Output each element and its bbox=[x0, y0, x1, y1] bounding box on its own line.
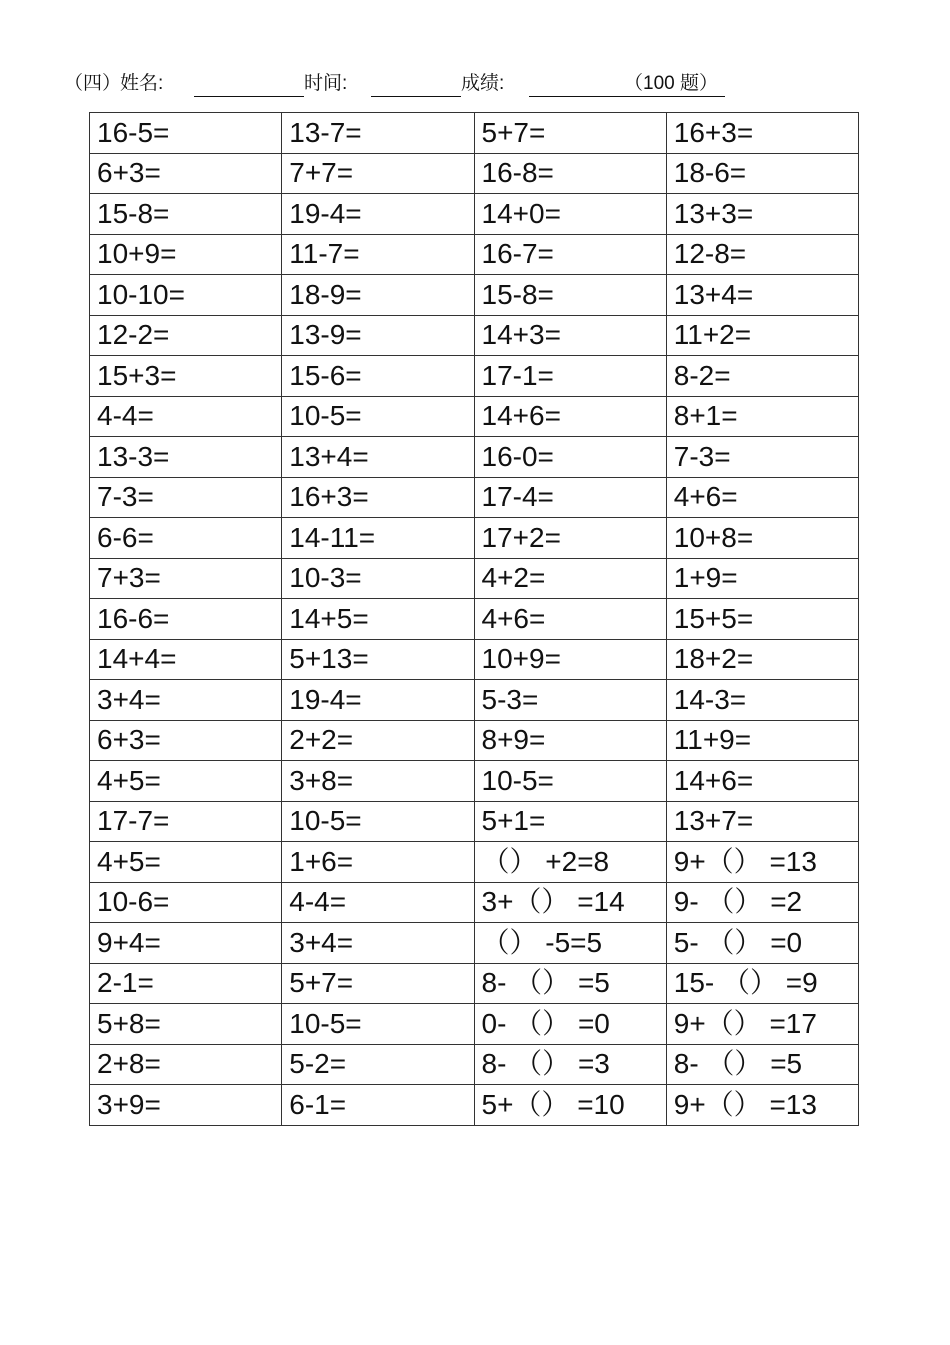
problem-cell: 9+（） =17 bbox=[666, 1004, 858, 1045]
problem-cell: 19-4= bbox=[282, 680, 474, 721]
problem-cell: 3+（） =14 bbox=[474, 882, 666, 923]
problem-cell: 10+9= bbox=[90, 234, 282, 275]
problem-cell: 11+2= bbox=[666, 315, 858, 356]
problem-cell: 15-8= bbox=[90, 194, 282, 235]
problem-cell: 10-3= bbox=[282, 558, 474, 599]
problem-row bbox=[90, 1085, 859, 1126]
problem-cell: 2+2= bbox=[282, 720, 474, 761]
problem-row bbox=[90, 842, 859, 883]
problem-cell: 12-8= bbox=[666, 234, 858, 275]
problem-cell: 7+3= bbox=[90, 558, 282, 599]
problem-cell: 10+8= bbox=[666, 518, 858, 559]
problem-cell: 3+4= bbox=[282, 923, 474, 964]
problem-row bbox=[90, 1044, 859, 1085]
problem-cell: 15+5= bbox=[666, 599, 858, 640]
problem-cell: 16+3= bbox=[666, 113, 858, 154]
problem-cell: 10-5= bbox=[282, 801, 474, 842]
problem-cell: 9+（） =13 bbox=[666, 842, 858, 883]
problem-cell: 6-1= bbox=[282, 1085, 474, 1126]
problem-cell: 10-6= bbox=[90, 882, 282, 923]
problem-cell: 8- （） =5 bbox=[666, 1044, 858, 1085]
problem-row bbox=[90, 518, 859, 559]
problem-cell: 12-2= bbox=[90, 315, 282, 356]
problem-row bbox=[90, 882, 859, 923]
arithmetic-problem-table bbox=[89, 112, 859, 1126]
problem-cell: 15-6= bbox=[282, 356, 474, 397]
name-blank[interactable] bbox=[194, 96, 304, 97]
problem-cell: 17-7= bbox=[90, 801, 282, 842]
problem-cell: 7-3= bbox=[90, 477, 282, 518]
problem-cell: 2-1= bbox=[90, 963, 282, 1004]
question-count-label: （100 题） bbox=[624, 73, 718, 94]
problem-cell: 10+9= bbox=[474, 639, 666, 680]
problem-cell: 8-2= bbox=[666, 356, 858, 397]
problem-row bbox=[90, 315, 859, 356]
problem-cell: 14+0= bbox=[474, 194, 666, 235]
problem-row bbox=[90, 234, 859, 275]
problem-cell: 15-8= bbox=[474, 275, 666, 316]
problem-row bbox=[90, 801, 859, 842]
problem-row bbox=[90, 113, 859, 154]
problem-cell: 10-5= bbox=[282, 396, 474, 437]
section-number: （四） bbox=[64, 73, 122, 94]
problem-cell: 16-5= bbox=[90, 113, 282, 154]
problem-cell: 6-6= bbox=[90, 518, 282, 559]
problem-cell: 18+2= bbox=[666, 639, 858, 680]
problem-cell: 1+9= bbox=[666, 558, 858, 599]
problem-cell: 13+4= bbox=[282, 437, 474, 478]
problem-cell: 4+6= bbox=[666, 477, 858, 518]
problem-cell: 2+8= bbox=[90, 1044, 282, 1085]
score-label: 成绩: bbox=[461, 73, 505, 94]
problem-cell: 3+8= bbox=[282, 761, 474, 802]
problem-cell: 13+7= bbox=[666, 801, 858, 842]
problem-cell: 11+9= bbox=[666, 720, 858, 761]
problem-row bbox=[90, 356, 859, 397]
problem-row bbox=[90, 599, 859, 640]
problem-row bbox=[90, 720, 859, 761]
problem-cell: 16-6= bbox=[90, 599, 282, 640]
problem-cell: 5-3= bbox=[474, 680, 666, 721]
problem-cell: 5+7= bbox=[282, 963, 474, 1004]
problem-cell: 16-7= bbox=[474, 234, 666, 275]
problem-cell: 5+7= bbox=[474, 113, 666, 154]
problem-cell: 14-11= bbox=[282, 518, 474, 559]
problem-cell: 5- （） =0 bbox=[666, 923, 858, 964]
problem-cell: 6+3= bbox=[90, 153, 282, 194]
problem-table-body bbox=[90, 113, 859, 1126]
problem-cell: 16-8= bbox=[474, 153, 666, 194]
problem-cell: 11-7= bbox=[282, 234, 474, 275]
problem-cell: 13-3= bbox=[90, 437, 282, 478]
problem-row bbox=[90, 963, 859, 1004]
problem-row bbox=[90, 194, 859, 235]
problem-cell: 10-5= bbox=[474, 761, 666, 802]
problem-cell: 15- （） =9 bbox=[666, 963, 858, 1004]
problem-cell: 14+6= bbox=[474, 396, 666, 437]
problem-cell: 18-6= bbox=[666, 153, 858, 194]
problem-cell: （） +2=8 bbox=[474, 842, 666, 883]
problem-cell: 16-0= bbox=[474, 437, 666, 478]
problem-cell: 4+2= bbox=[474, 558, 666, 599]
problem-cell: 3+4= bbox=[90, 680, 282, 721]
problem-row bbox=[90, 761, 859, 802]
problem-row bbox=[90, 153, 859, 194]
problem-cell: 5+1= bbox=[474, 801, 666, 842]
problem-cell: 14-3= bbox=[666, 680, 858, 721]
problem-cell: 10-10= bbox=[90, 275, 282, 316]
problem-cell: 8+9= bbox=[474, 720, 666, 761]
problem-cell: 5+13= bbox=[282, 639, 474, 680]
problem-cell: 18-9= bbox=[282, 275, 474, 316]
problem-cell: 14+4= bbox=[90, 639, 282, 680]
problem-cell: 13-7= bbox=[282, 113, 474, 154]
problem-row bbox=[90, 275, 859, 316]
problem-cell: 1+6= bbox=[282, 842, 474, 883]
problem-cell: 0- （） =0 bbox=[474, 1004, 666, 1045]
problem-row bbox=[90, 639, 859, 680]
problem-cell: 14+6= bbox=[666, 761, 858, 802]
problem-row bbox=[90, 477, 859, 518]
problem-cell: 17+2= bbox=[474, 518, 666, 559]
problem-cell: 4+5= bbox=[90, 761, 282, 802]
problem-row bbox=[90, 680, 859, 721]
problem-cell: 5+（） =10 bbox=[474, 1085, 666, 1126]
name-label: 姓名: bbox=[120, 73, 164, 94]
problem-cell: 4-4= bbox=[90, 396, 282, 437]
problem-cell: 15+3= bbox=[90, 356, 282, 397]
problem-cell: 14+3= bbox=[474, 315, 666, 356]
problem-row bbox=[90, 396, 859, 437]
time-label: 时间: bbox=[304, 73, 348, 94]
problem-cell: 8- （） =3 bbox=[474, 1044, 666, 1085]
problem-cell: 3+9= bbox=[90, 1085, 282, 1126]
problem-cell: 5-2= bbox=[282, 1044, 474, 1085]
problem-row bbox=[90, 1004, 859, 1045]
problem-cell: 17-4= bbox=[474, 477, 666, 518]
problem-cell: 7+7= bbox=[282, 153, 474, 194]
problem-cell: 17-1= bbox=[474, 356, 666, 397]
problem-cell: 10-5= bbox=[282, 1004, 474, 1045]
problem-cell: 13+3= bbox=[666, 194, 858, 235]
problem-cell: 4-4= bbox=[282, 882, 474, 923]
problem-cell: 4+5= bbox=[90, 842, 282, 883]
problem-cell: 6+3= bbox=[90, 720, 282, 761]
problem-row bbox=[90, 923, 859, 964]
worksheet-header bbox=[64, 70, 764, 100]
problem-cell: 19-4= bbox=[282, 194, 474, 235]
problem-cell: 9- （） =2 bbox=[666, 882, 858, 923]
problem-cell: 9+4= bbox=[90, 923, 282, 964]
problem-row bbox=[90, 437, 859, 478]
problem-cell: 5+8= bbox=[90, 1004, 282, 1045]
problem-cell: 14+5= bbox=[282, 599, 474, 640]
problem-cell: （） -5=5 bbox=[474, 923, 666, 964]
problem-cell: 13+4= bbox=[666, 275, 858, 316]
problem-cell: 9+（） =13 bbox=[666, 1085, 858, 1126]
problem-cell: 8- （） =5 bbox=[474, 963, 666, 1004]
problem-cell: 13-9= bbox=[282, 315, 474, 356]
problem-cell: 8+1= bbox=[666, 396, 858, 437]
time-blank[interactable] bbox=[371, 96, 461, 97]
problem-cell: 4+6= bbox=[474, 599, 666, 640]
problem-cell: 7-3= bbox=[666, 437, 858, 478]
problem-row bbox=[90, 558, 859, 599]
problem-cell: 16+3= bbox=[282, 477, 474, 518]
